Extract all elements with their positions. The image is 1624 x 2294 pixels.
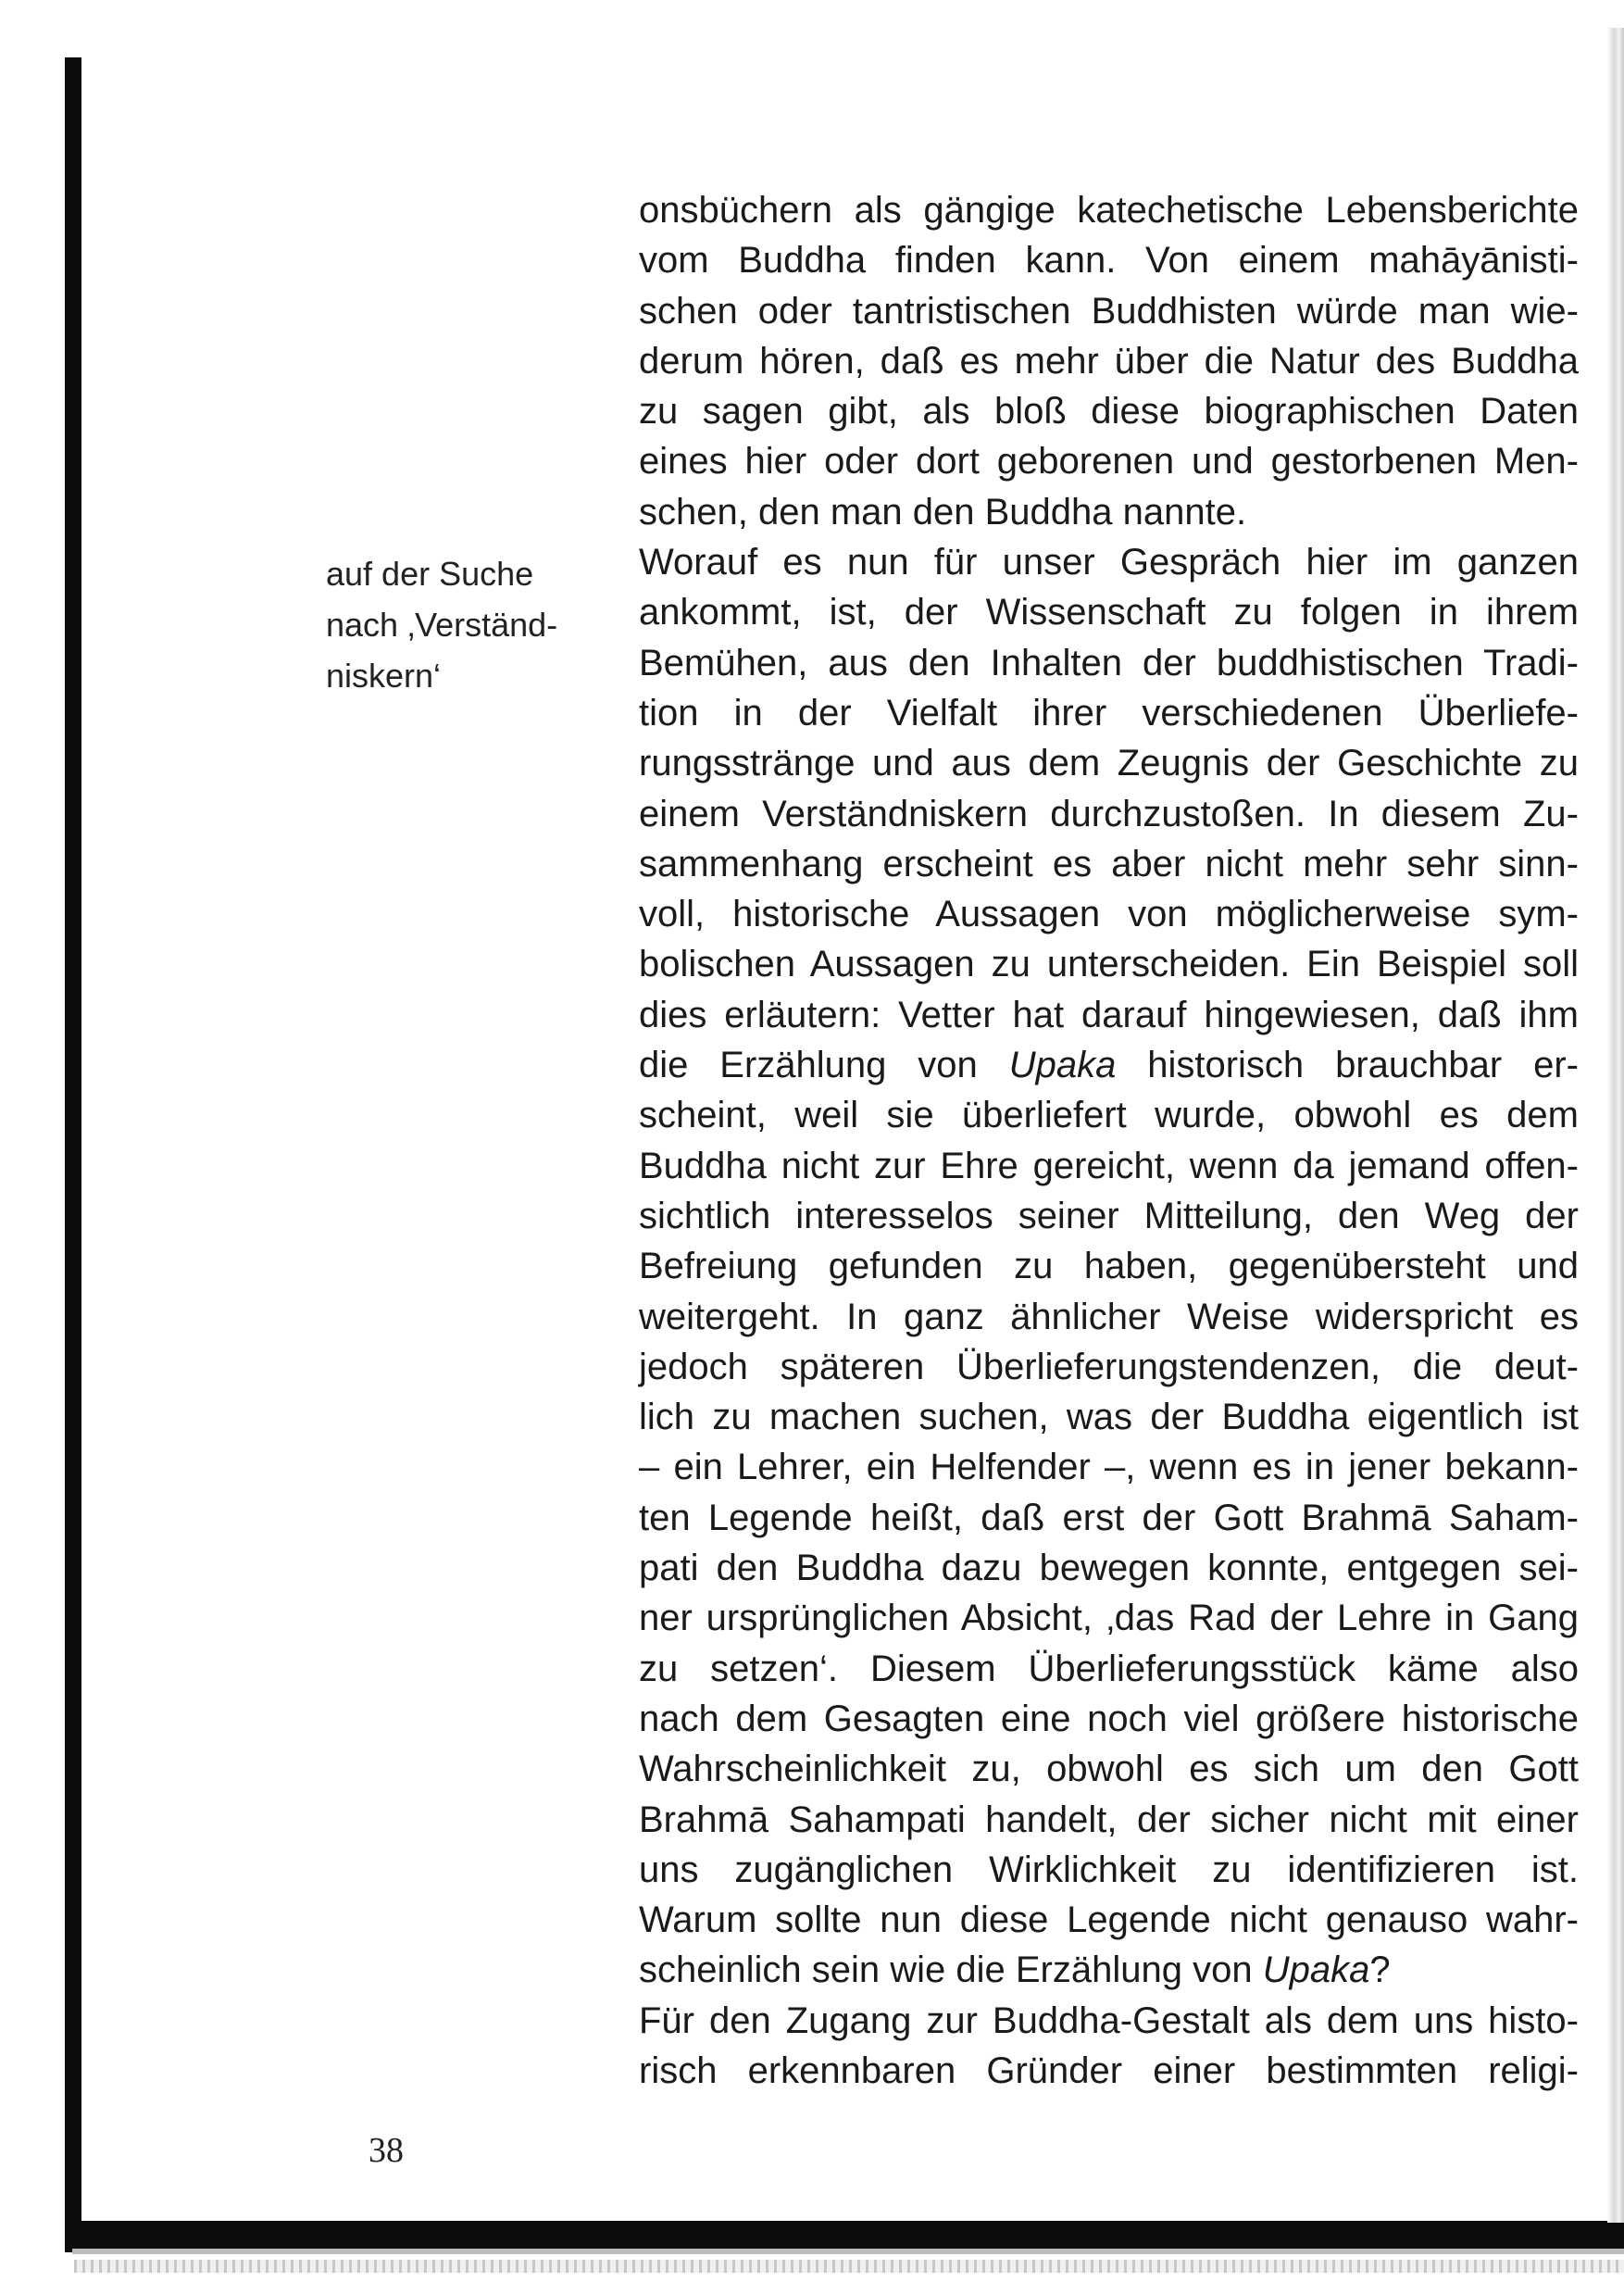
text-line: pati den Buddha dazu bewegen konnte, entgegen sei- (639, 1548, 1579, 1589)
text-line: Buddha nicht zur Ehre gereicht, wenn da jemand offen- (639, 1145, 1579, 1186)
text-line: eines hier oder dort geborenen und gestorbenen Men- (639, 441, 1579, 483)
text-line: dies erläutern: Vetter hat darauf hingewiesen, daß ihm (639, 994, 1579, 1035)
text-line: tion in der Vielfalt ihrer verschiedenen Überliefe- (639, 692, 1579, 733)
text-line: Bemühen, aus den Inhalten der buddhistischen Tradi- (639, 642, 1579, 683)
italic-name-upaka: Upaka (1008, 1045, 1117, 1086)
text-line: ten Legende heißt, daß erst der Gott Brahmā Saham- (639, 1497, 1579, 1538)
text-segment: scheinlich sein wie die Erzählung von (639, 1949, 1263, 1991)
margin-note-line: niskern‘ (326, 657, 442, 695)
text-line: ner ursprünglichen Absicht, ‚das Rad der Lehre in Gang (639, 1598, 1579, 1639)
text-line: Für den Zugang zur Buddha-Gestalt als dem uns histo- (639, 1999, 1579, 2041)
paragraph-1 (639, 185, 1579, 537)
text-line: voll, historische Aussagen von möglicherweise sym- (639, 894, 1579, 935)
text-line: – ein Lehrer, ein Helfender –, wenn es in jener bekann- (639, 1447, 1579, 1488)
text-line: zu sagen gibt, als bloß diese biographischen Daten (639, 391, 1579, 432)
text-segment: ? (1369, 1949, 1391, 1991)
paragraph-3 (639, 1996, 1579, 2097)
text-line: lich zu machen suchen, was der Buddha eigentlich ist (639, 1397, 1579, 1438)
text-line: jedoch späteren Überlieferungstendenzen, die deut- (639, 1346, 1579, 1387)
text-line: Befreiung gefunden zu haben, gegenübersteht und (639, 1246, 1579, 1287)
scan-shadow-bottom (72, 2221, 1624, 2249)
margin-note-line: auf der Suche (326, 555, 534, 593)
scan-shadow-bottom-edge (72, 2249, 1624, 2254)
text-line: ankommt, ist, der Wissenschaft zu folgen in ihrem (639, 592, 1579, 633)
page-number: 38 (369, 2131, 404, 2170)
text-line: schen oder tantristischen Buddhisten würde man wie- (639, 290, 1579, 332)
text-line: Worauf es nun für unser Gespräch hier im ganzen (639, 542, 1579, 583)
text-line: risch erkennbaren Gründer einer bestimmten religi- (639, 2050, 1579, 2091)
text-line: scheint, weil sie überliefert wurde, obwohl es dem (639, 1095, 1579, 1136)
text-line: Warum sollte nun diese Legende nicht genauso wahr- (639, 1899, 1579, 1941)
margin-note (326, 548, 604, 701)
text-line: onsbüchern als gängige katechetische Lebensberichte (639, 190, 1579, 231)
text-line: weitergeht. In ganz ähnlicher Weise widerspricht es (639, 1296, 1579, 1337)
text-line: Brahmā Sahampati handelt, der sicher nicht mit einer (639, 1799, 1579, 1840)
text-line: rungsstränge und aus dem Zeugnis der Geschichte zu (639, 743, 1579, 784)
text-line-with-italic (639, 1040, 1579, 1090)
scan-shadow-left (65, 57, 81, 2252)
scan-shadow-right (1607, 28, 1624, 2223)
text-line: uns zugänglichen Wirklichkeit zu identifizieren ist. (639, 1849, 1579, 1890)
text-line: schen, den man den Buddha nannte. (639, 491, 1247, 533)
margin-note-line: nach ‚Verständ- (326, 606, 558, 644)
text-line: sammenhang erscheint es aber nicht mehr sehr sinn- (639, 843, 1579, 884)
text-line: vom Buddha finden kann. Von einem mahāyānisti- (639, 240, 1579, 282)
scan-artifact-strip (74, 2260, 1624, 2273)
text-segment: historisch brauchbar er- (1116, 1045, 1579, 1086)
body-text (639, 185, 1579, 2096)
text-line: derum hören, daß es mehr über die Natur des Buddha (639, 340, 1579, 382)
text-line: einem Verständniskern durchzustoßen. In diesem Zu- (639, 793, 1579, 834)
text-line: nach dem Gesagten eine noch viel größere historische (639, 1698, 1579, 1739)
text-line: zu setzen‘. Diesem Überlieferungsstück käme also (639, 1648, 1579, 1689)
text-line: sichtlich interesselos seiner Mitteilung, den Weg der (639, 1195, 1579, 1236)
text-line-with-italic (639, 1945, 1579, 1995)
text-line: Wahrscheinlichkeit zu, obwohl es sich um den Gott (639, 1749, 1579, 1790)
text-line: bolischen Aussagen zu unterscheiden. Ein Beispiel soll (639, 944, 1579, 985)
text-segment: die Erzählung von (639, 1045, 1009, 1086)
paragraph-2 (639, 537, 1579, 1996)
italic-name-upaka: Upaka (1262, 1949, 1370, 1991)
